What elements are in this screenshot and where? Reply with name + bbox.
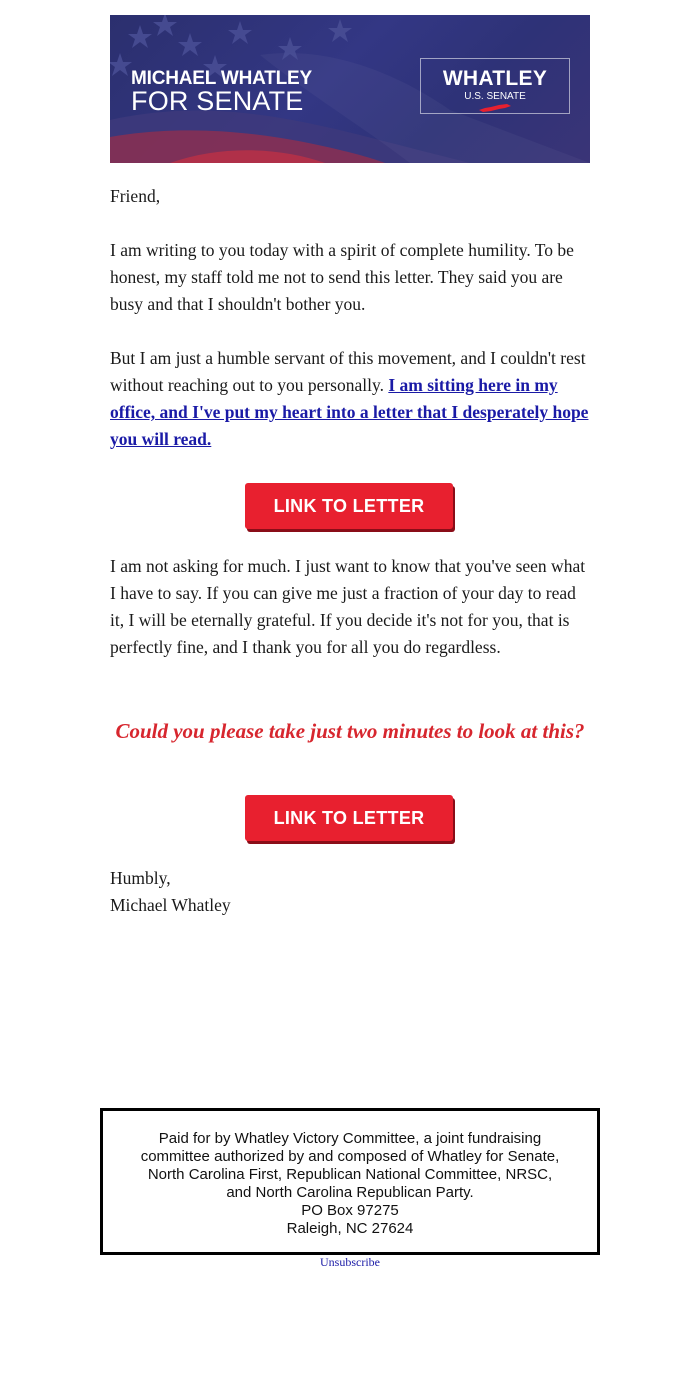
disclaimer-line: Paid for by Whatley Victory Committee, a joint fundraising bbox=[158, 1130, 542, 1147]
paid-for-disclaimer bbox=[100, 1108, 600, 1255]
link-to-letter-button-1[interactable]: LINK TO LETTER bbox=[245, 483, 453, 529]
north-carolina-icon bbox=[479, 104, 511, 112]
logo-name: WHATLEY bbox=[442, 67, 548, 90]
disclaimer-address: PO Box 97275 bbox=[301, 1202, 399, 1219]
banner-title bbox=[131, 69, 312, 115]
greeting: Friend, bbox=[110, 186, 161, 206]
paragraph-1: I am writing to you today with a spirit of complete humility. To be honest, my staff told me not to send this letter. They said you are busy and that I shouldn't bother you. bbox=[110, 240, 574, 314]
letter-text-link[interactable]: I am sitting here in my office, and I've put my heart into a letter that I desperately hope you will read. bbox=[110, 375, 589, 449]
callout-question: Could you please take just two minutes to look at this? bbox=[115, 719, 585, 743]
paragraph-3: I am not asking for much. I just want to know that you've seen what I have to say. If you can give me just a fraction of your day to read it, I will be eternally grateful. If you decide it's not for you, that is perfectly fine, and I thank you for all you do regardless. bbox=[110, 556, 586, 657]
disclaimer-line: committee authorized by and composed of Whatley for Senate, bbox=[140, 1148, 560, 1165]
header-banner bbox=[110, 15, 590, 163]
disclaimer-city: Raleigh, NC 27624 bbox=[286, 1220, 414, 1237]
whatley-logo bbox=[420, 58, 570, 114]
paragraph-2-text: But I am just a humble servant of this movement, and I couldn't rest without reaching out to you personally. bbox=[110, 348, 586, 395]
banner-title-line1: MICHAEL WHATLEY bbox=[131, 68, 313, 89]
unsubscribe-row bbox=[0, 1255, 700, 1270]
disclaimer-line: and North Carolina Republican Party. bbox=[226, 1184, 474, 1201]
disclaimer-line: North Carolina First, Republican National Committee, NRSC, bbox=[147, 1166, 553, 1183]
signature: Michael Whatley bbox=[110, 895, 231, 915]
link-to-letter-button-2[interactable]: LINK TO LETTER bbox=[245, 795, 453, 841]
signoff: Humbly, bbox=[110, 868, 171, 888]
logo-subtitle: U.S. SENATE bbox=[464, 91, 526, 102]
banner-title-line2: FOR SENATE bbox=[131, 86, 304, 116]
paragraph-2 bbox=[110, 345, 590, 453]
unsubscribe-link[interactable]: Unsubscribe bbox=[320, 1255, 380, 1269]
